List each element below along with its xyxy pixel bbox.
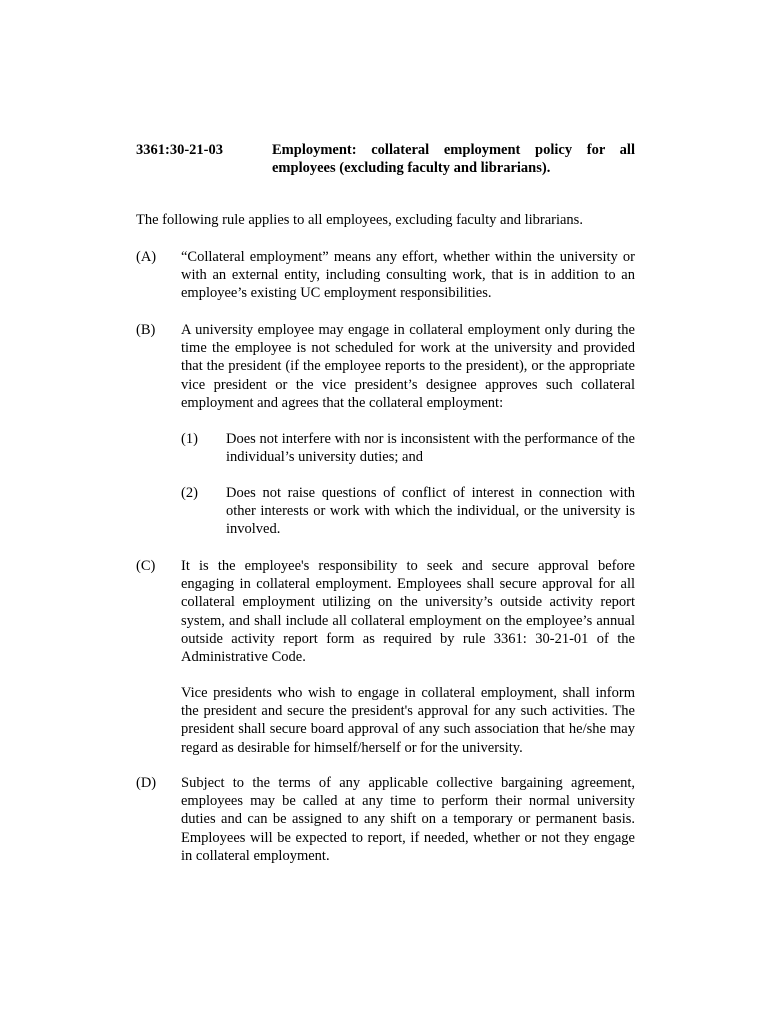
section-d-text: Subject to the terms of any applicable collective bargaining agreement, employees may be called at any time to perform their normal university duties and can be assigned to any shift on a temporary or permanent basis. Employees will be expected to report, if needed, whether or not they engage in collateral employment. xyxy=(181,775,635,864)
section-b-item-2-label: (2) xyxy=(181,485,198,501)
section-d-label: (D) xyxy=(136,775,157,791)
intro-paragraph: The following rule applies to all employees, excluding faculty and librarians. xyxy=(136,212,583,228)
rule-number: 3361:30-21-03 xyxy=(136,142,223,158)
section-b-item-2-text: Does not raise questions of conflict of interest in connection with other interests or work with which the individual, or the university is involved. xyxy=(226,485,635,538)
section-b-item-1-text: Does not interfere with nor is inconsistent with the performance of the individual’s university duties; and xyxy=(226,431,635,466)
section-c-paragraph-2: Vice presidents who wish to engage in collateral employment, shall inform the president and secure the president's approval for any such activities. The president shall secure board approval of any such association that he/she may regard as desirable for himself/herself or for the university. xyxy=(181,685,635,756)
section-a-text: “Collateral employment” means any effort, whether within the university or with an external entity, including consulting work, that is in addition to an employee’s existing UC employment responsibilities. xyxy=(181,249,635,302)
section-c-text: It is the employee's responsibility to seek and secure approval before engaging in collateral employment. Employees shall secure approval for all collateral employment utilizing on the university’s outside activity report system, and shall include all collateral employment on the employee’s annual outside activity report form as required by rule 3361: 30-21-01 of the Administrative Code. xyxy=(181,558,635,666)
rule-title: Employment: collateral employment policy for all employees (excluding faculty and librarians). xyxy=(272,142,635,177)
section-b-text: A university employee may engage in collateral employment only during the time the employee is not scheduled for work at the university and provided that the president (if the employee reports to the president), or the appropriate vice president or the vice president’s designee approves such collateral employment and agrees that the collateral employment: xyxy=(181,322,635,411)
section-b-item-1-label: (1) xyxy=(181,431,198,447)
section-b-label: (B) xyxy=(136,322,156,338)
section-a-label: (A) xyxy=(136,249,157,265)
section-c-label: (C) xyxy=(136,558,156,574)
